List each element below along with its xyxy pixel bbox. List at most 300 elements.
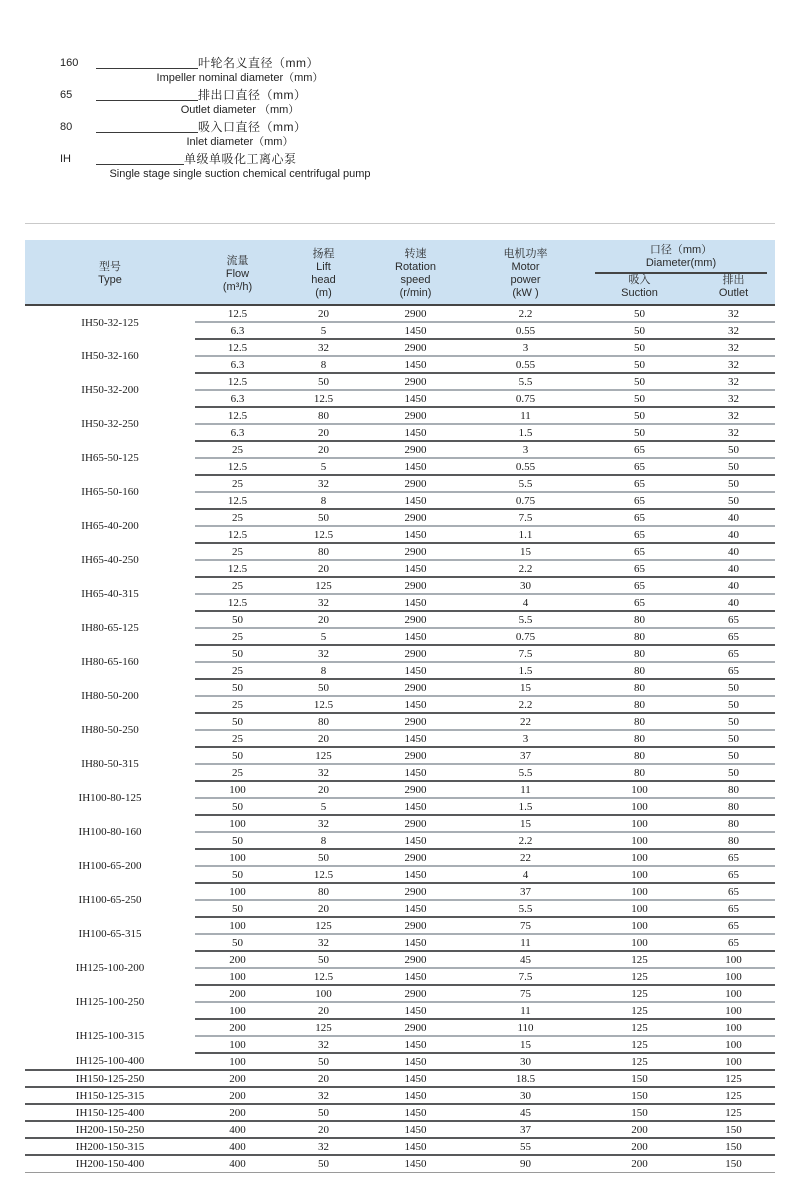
table-cell: 2900	[367, 611, 464, 628]
table-cell: 50	[692, 441, 775, 458]
table-cell: 7.5	[464, 968, 587, 985]
table-cell: 50	[195, 611, 280, 628]
table-cell: 0.75	[464, 628, 587, 645]
pump-group	[25, 679, 775, 713]
table-cell: 5.5	[464, 900, 587, 917]
table-cell: 5	[280, 458, 367, 475]
table-cell: 50	[195, 934, 280, 951]
table-cell: 50	[587, 322, 692, 339]
pump-model: IH100-80-125	[78, 792, 142, 804]
table-cell: 100	[587, 798, 692, 815]
table-row	[25, 1104, 775, 1121]
pump-group	[25, 577, 775, 611]
divider	[25, 223, 775, 224]
table-cell: 32	[280, 645, 367, 662]
table-cell: 65	[587, 560, 692, 577]
table-cell: 1450	[367, 1121, 464, 1138]
table-cell: 125	[692, 1104, 775, 1121]
table-cell: 125	[587, 1036, 692, 1053]
table-cell: 150	[587, 1104, 692, 1121]
pump-model: IH65-40-200	[81, 520, 139, 532]
model-code-value: IH	[60, 153, 71, 165]
table-cell: 100	[692, 968, 775, 985]
table-cell: 3	[464, 339, 587, 356]
table-cell: 40	[692, 577, 775, 594]
table-row	[25, 781, 775, 798]
underline	[96, 151, 184, 165]
pump-group	[25, 781, 775, 815]
header-rotation-speed: 转速 Rotation speed (r/min)	[367, 240, 464, 305]
table-cell: 7.5	[464, 509, 587, 526]
table-row	[25, 305, 775, 322]
table-cell: 20	[280, 560, 367, 577]
table-cell: 65	[587, 441, 692, 458]
table-cell: 80	[280, 713, 367, 730]
table-cell: 8	[280, 492, 367, 509]
table-cell: 1450	[367, 832, 464, 849]
pump-model: IH100-80-160	[78, 826, 142, 838]
table-cell: 2.2	[464, 305, 587, 322]
table-cell: 5	[280, 322, 367, 339]
table-cell: 100	[587, 883, 692, 900]
table-cell: 32	[280, 1036, 367, 1053]
table-cell: 1450	[367, 1053, 464, 1070]
table-cell: 200	[195, 985, 280, 1002]
table-cell: 37	[464, 747, 587, 764]
table-cell: 125	[587, 1053, 692, 1070]
table-cell: 65	[692, 866, 775, 883]
table-cell: 80	[587, 645, 692, 662]
table-cell: 20	[280, 1070, 367, 1087]
pump-model: IH125-100-315	[75, 1030, 145, 1042]
table-cell: 50	[692, 747, 775, 764]
table-cell: 32	[280, 934, 367, 951]
table-cell: 8	[280, 662, 367, 679]
table-cell: 2.2	[464, 832, 587, 849]
pump-model: IH80-65-125	[81, 622, 139, 634]
table-cell: 20	[280, 730, 367, 747]
table-cell: 11	[464, 1002, 587, 1019]
table-cell: 50	[587, 305, 692, 322]
table-cell: 1450	[367, 764, 464, 781]
model-code-meaning-en: Inlet diameter（mm）	[186, 136, 294, 148]
table-cell: 65	[587, 543, 692, 560]
pump-model: IH125-100-250	[75, 996, 145, 1008]
table-row	[25, 339, 775, 356]
table-cell: 125	[280, 577, 367, 594]
table-cell: 6.3	[195, 322, 280, 339]
table-cell: 2900	[367, 1019, 464, 1036]
table-row	[25, 1053, 775, 1070]
table-cell: 12.5	[280, 696, 367, 713]
table-cell: 200	[587, 1138, 692, 1155]
table-cell: 45	[464, 1104, 587, 1121]
model-code-row-series	[58, 151, 480, 167]
table-cell: 2900	[367, 373, 464, 390]
table-row	[25, 1087, 775, 1104]
table-cell: 100	[587, 815, 692, 832]
table-cell: 25	[195, 730, 280, 747]
model-code-meaning-cn: 排出口直径（mm）	[198, 88, 307, 102]
table-cell: 4	[464, 594, 587, 611]
table-cell: 12.5	[280, 866, 367, 883]
table-cell: 50	[195, 832, 280, 849]
table-cell: 15	[464, 1036, 587, 1053]
table-cell: 100	[692, 1002, 775, 1019]
table-cell: 65	[692, 883, 775, 900]
pump-model: IH65-40-250	[81, 554, 139, 566]
table-cell: 50	[195, 679, 280, 696]
header-motor-power: 电机功率 Motor power (kW )	[464, 240, 587, 305]
table-cell: 100	[195, 1002, 280, 1019]
table-cell: 1450	[367, 798, 464, 815]
table-cell: 2900	[367, 339, 464, 356]
table-cell: 15	[464, 543, 587, 560]
table-cell: 100	[587, 832, 692, 849]
table-cell: 100	[692, 951, 775, 968]
table-cell: 1450	[367, 866, 464, 883]
underline	[96, 119, 198, 133]
pump-group	[25, 1053, 775, 1070]
table-cell: 80	[280, 407, 367, 424]
model-code-meaning-cn: 吸入口直径（mm）	[198, 120, 307, 134]
table-row	[25, 1070, 775, 1087]
table-cell: 200	[195, 1070, 280, 1087]
table-cell: 65	[587, 492, 692, 509]
model-code-meaning-en: Single stage single suction chemical centrifugal pump	[109, 168, 371, 180]
table-cell: 1.5	[464, 798, 587, 815]
table-cell: 25	[195, 441, 280, 458]
table-cell: 100	[195, 883, 280, 900]
pump-group	[25, 611, 775, 645]
table-cell: 8	[280, 832, 367, 849]
table-cell: 25	[195, 662, 280, 679]
pump-model: IH200-150-400	[25, 1155, 195, 1172]
table-cell: 12.5	[195, 407, 280, 424]
header-outlet: 排出 Outlet	[692, 274, 775, 305]
model-code-value: 160	[60, 57, 79, 69]
table-cell: 80	[692, 832, 775, 849]
table-cell: 20	[280, 611, 367, 628]
table-cell: 2900	[367, 645, 464, 662]
table-cell: 12.5	[195, 492, 280, 509]
pump-model: IH150-125-250	[25, 1070, 195, 1087]
pump-group	[25, 1019, 775, 1053]
table-cell: 80	[692, 798, 775, 815]
table-cell: 50	[280, 849, 367, 866]
table-cell: 25	[195, 696, 280, 713]
table-cell: 20	[280, 781, 367, 798]
pump-group	[25, 815, 775, 849]
table-row	[25, 407, 775, 424]
pump-group	[25, 1087, 775, 1104]
table-cell: 2900	[367, 543, 464, 560]
table-cell: 7.5	[464, 645, 587, 662]
table-cell: 5	[280, 628, 367, 645]
model-code-meaning-en: Impeller nominal diameter（mm）	[156, 72, 324, 84]
table-cell: 20	[280, 424, 367, 441]
table-cell: 50	[195, 747, 280, 764]
table-cell: 50	[280, 679, 367, 696]
table-cell: 32	[692, 390, 775, 407]
table-cell: 20	[280, 305, 367, 322]
pump-model: IH125-100-400	[25, 1053, 195, 1070]
table-cell: 50	[587, 407, 692, 424]
table-cell: 125	[280, 747, 367, 764]
table-cell: 125	[587, 1019, 692, 1036]
table-cell: 1450	[367, 1138, 464, 1155]
model-code-value: 80	[60, 121, 73, 133]
table-cell: 50	[692, 492, 775, 509]
table-cell: 100	[587, 900, 692, 917]
underline	[96, 87, 198, 101]
pump-group	[25, 373, 775, 407]
pump-model: IH100-65-200	[78, 860, 142, 872]
table-cell: 90	[464, 1155, 587, 1172]
table-cell: 80	[280, 883, 367, 900]
table-cell: 80	[587, 713, 692, 730]
table-cell: 75	[464, 985, 587, 1002]
table-cell: 30	[464, 1053, 587, 1070]
table-cell: 32	[692, 339, 775, 356]
header-lift-head: 扬程 Lift head (m)	[280, 240, 367, 305]
table-cell: 1450	[367, 424, 464, 441]
table-cell: 1450	[367, 492, 464, 509]
table-cell: 2900	[367, 883, 464, 900]
table-row	[25, 815, 775, 832]
table-cell: 22	[464, 849, 587, 866]
table-cell: 32	[692, 322, 775, 339]
table-cell: 125	[587, 951, 692, 968]
table-cell: 1450	[367, 1070, 464, 1087]
table-row	[25, 1138, 775, 1155]
table-cell: 125	[587, 1002, 692, 1019]
table-row	[25, 1121, 775, 1138]
table-cell: 80	[692, 815, 775, 832]
table-cell: 50	[195, 866, 280, 883]
table-cell: 65	[587, 526, 692, 543]
table-cell: 150	[587, 1087, 692, 1104]
pump-model: IH80-50-315	[81, 758, 139, 770]
table-cell: 6.3	[195, 424, 280, 441]
table-cell: 4	[464, 866, 587, 883]
table-cell: 125	[587, 985, 692, 1002]
table-cell: 25	[195, 577, 280, 594]
pump-group	[25, 917, 775, 951]
table-cell: 100	[195, 917, 280, 934]
table-cell: 1450	[367, 594, 464, 611]
table-cell: 1450	[367, 526, 464, 543]
table-cell: 1450	[367, 1087, 464, 1104]
table-cell: 80	[587, 730, 692, 747]
pump-group	[25, 509, 775, 543]
table-cell: 32	[280, 1138, 367, 1155]
table-cell: 50	[280, 1155, 367, 1172]
table-cell: 5	[280, 798, 367, 815]
table-cell: 40	[692, 509, 775, 526]
pump-group	[25, 883, 775, 917]
pump-group	[25, 747, 775, 781]
table-cell: 50	[280, 1104, 367, 1121]
table-row	[25, 1019, 775, 1036]
table-cell: 100	[587, 781, 692, 798]
table-cell: 5.5	[464, 764, 587, 781]
underline	[96, 55, 198, 69]
table-cell: 2900	[367, 509, 464, 526]
table-cell: 50	[280, 373, 367, 390]
pump-model: IH200-150-250	[25, 1121, 195, 1138]
table-cell: 2900	[367, 985, 464, 1002]
table-cell: 80	[587, 679, 692, 696]
pump-model: IH65-50-125	[81, 452, 139, 464]
table-cell: 20	[280, 900, 367, 917]
header-diameter: 口径（mm） Diameter(mm)	[587, 240, 775, 274]
table-cell: 40	[692, 543, 775, 560]
model-code-meaning-cn: 叶轮名义直径（mm）	[198, 56, 319, 70]
table-cell: 65	[692, 662, 775, 679]
table-row	[25, 509, 775, 526]
table-cell: 32	[692, 373, 775, 390]
model-code-row-impeller	[58, 55, 480, 71]
table-cell: 30	[464, 577, 587, 594]
table-cell: 15	[464, 679, 587, 696]
table-cell: 25	[195, 475, 280, 492]
table-cell: 50	[587, 424, 692, 441]
table-cell: 12.5	[195, 339, 280, 356]
table-cell: 400	[195, 1121, 280, 1138]
table-cell: 100	[195, 815, 280, 832]
table-cell: 1450	[367, 1002, 464, 1019]
table-cell: 3	[464, 730, 587, 747]
table-cell: 1450	[367, 900, 464, 917]
table-cell: 22	[464, 713, 587, 730]
pump-group	[25, 951, 775, 985]
table-cell: 6.3	[195, 390, 280, 407]
table-cell: 50	[692, 730, 775, 747]
table-row	[25, 679, 775, 696]
pump-group	[25, 1155, 775, 1172]
table-cell: 5.5	[464, 475, 587, 492]
table-cell: 2900	[367, 577, 464, 594]
pump-group	[25, 305, 775, 339]
table-row	[25, 475, 775, 492]
table-cell: 32	[692, 356, 775, 373]
table-cell: 50	[587, 373, 692, 390]
table-cell: 150	[587, 1070, 692, 1087]
pump-group	[25, 985, 775, 1019]
table-cell: 50	[587, 390, 692, 407]
pump-model: IH150-125-400	[25, 1104, 195, 1121]
table-cell: 37	[464, 1121, 587, 1138]
table-cell: 50	[587, 339, 692, 356]
table-cell: 25	[195, 543, 280, 560]
table-cell: 12.5	[195, 458, 280, 475]
table-cell: 0.55	[464, 458, 587, 475]
table-cell: 2900	[367, 917, 464, 934]
table-cell: 32	[280, 815, 367, 832]
table-cell: 25	[195, 628, 280, 645]
table-cell: 400	[195, 1138, 280, 1155]
table-cell: 12.5	[280, 390, 367, 407]
table-cell: 400	[195, 1155, 280, 1172]
table-cell: 100	[692, 985, 775, 1002]
table-cell: 200	[195, 1104, 280, 1121]
table-cell: 2900	[367, 475, 464, 492]
header-suction: 吸入 Suction	[587, 274, 692, 305]
pump-model: IH80-50-200	[81, 690, 139, 702]
table-cell: 200	[195, 1087, 280, 1104]
table-cell: 80	[587, 747, 692, 764]
table-cell: 80	[587, 696, 692, 713]
table-cell: 1.5	[464, 662, 587, 679]
model-code-meaning-en: Outlet diameter （mm）	[180, 104, 300, 116]
table-cell: 100	[195, 968, 280, 985]
table-cell: 65	[692, 934, 775, 951]
header-flow: 流量 Flow (m³/h)	[195, 240, 280, 305]
pump-group	[25, 1138, 775, 1155]
table-cell: 32	[280, 475, 367, 492]
table-cell: 125	[587, 968, 692, 985]
model-code-row-outlet	[58, 87, 480, 103]
table-cell: 5.5	[464, 611, 587, 628]
table-cell: 1450	[367, 1155, 464, 1172]
table-cell: 125	[280, 917, 367, 934]
pump-group	[25, 441, 775, 475]
table-cell: 80	[587, 662, 692, 679]
table-cell: 12.5	[195, 526, 280, 543]
table-cell: 40	[692, 560, 775, 577]
table-cell: 1450	[367, 934, 464, 951]
table-cell: 0.55	[464, 322, 587, 339]
table-row	[25, 917, 775, 934]
table-cell: 50	[280, 509, 367, 526]
table-cell: 125	[280, 1019, 367, 1036]
table-cell: 2900	[367, 305, 464, 322]
table-cell: 65	[692, 628, 775, 645]
table-cell: 50	[280, 1053, 367, 1070]
table-cell: 40	[692, 526, 775, 543]
table-cell: 2900	[367, 815, 464, 832]
table-cell: 50	[195, 713, 280, 730]
pump-group	[25, 475, 775, 509]
table-row	[25, 543, 775, 560]
table-cell: 0.75	[464, 492, 587, 509]
table-cell: 100	[195, 781, 280, 798]
pump-model: IH50-32-250	[81, 418, 139, 430]
table-cell: 80	[587, 611, 692, 628]
table-cell: 2.2	[464, 696, 587, 713]
pump-model: IH50-32-160	[81, 350, 139, 362]
table-cell: 65	[587, 475, 692, 492]
table-cell: 8	[280, 356, 367, 373]
table-cell: 200	[195, 1019, 280, 1036]
pump-model: IH50-32-125	[81, 316, 139, 329]
table-cell: 50	[195, 645, 280, 662]
table-cell: 0.75	[464, 390, 587, 407]
table-cell: 150	[692, 1155, 775, 1172]
table-cell: 200	[587, 1155, 692, 1172]
pump-model: IH100-65-250	[78, 894, 142, 906]
table-cell: 1450	[367, 1036, 464, 1053]
table-cell: 11	[464, 781, 587, 798]
table-cell: 1.1	[464, 526, 587, 543]
table-cell: 32	[280, 1087, 367, 1104]
table-row	[25, 951, 775, 968]
pump-group	[25, 713, 775, 747]
table-cell: 80	[280, 543, 367, 560]
table-cell: 18.5	[464, 1070, 587, 1087]
table-row	[25, 713, 775, 730]
